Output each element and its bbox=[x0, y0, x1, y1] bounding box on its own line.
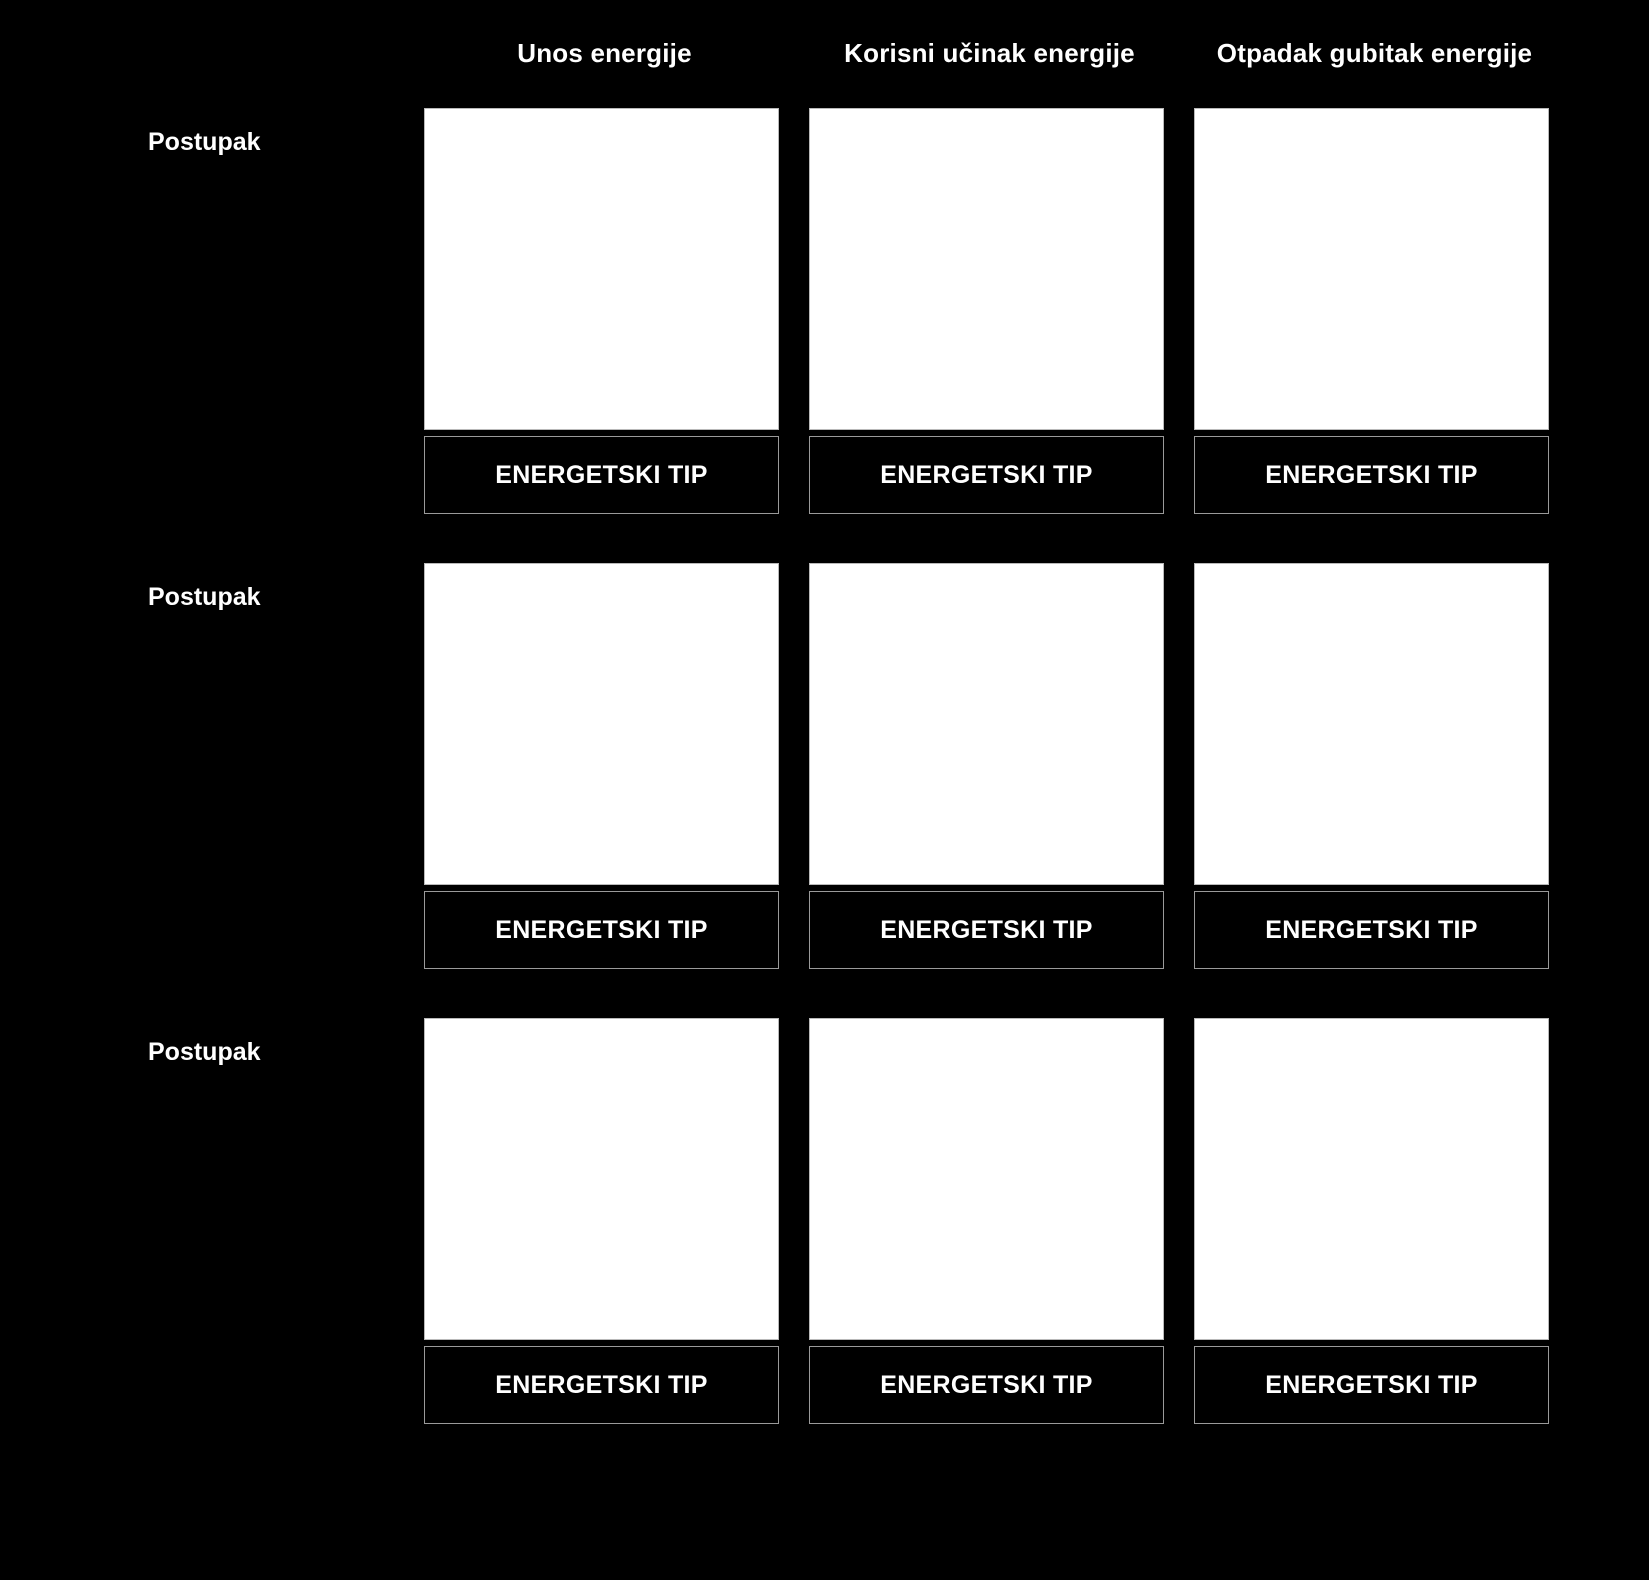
grid-row-3 bbox=[0, 1018, 1649, 1424]
column-header-energy-input: Unos energije bbox=[517, 38, 692, 68]
row-3-cells bbox=[412, 1018, 1649, 1424]
cell-r1c1[interactable] bbox=[412, 108, 797, 514]
cell-caption-r3c1[interactable]: ENERGETSKI TIP bbox=[424, 1346, 779, 1424]
cell-caption-r3c3[interactable]: ENERGETSKI TIP bbox=[1194, 1346, 1549, 1424]
cell-caption-r1c3[interactable]: ENERGETSKI TIP bbox=[1194, 436, 1549, 514]
cell-r2c3[interactable] bbox=[1182, 563, 1567, 969]
cell-caption-r2c1[interactable]: ENERGETSKI TIP bbox=[424, 891, 779, 969]
cell-r3c2[interactable] bbox=[797, 1018, 1182, 1424]
column-header-useful-energy-output: Korisni učinak energije bbox=[844, 38, 1135, 68]
row-label-1: Postupak bbox=[148, 128, 261, 156]
row-1-cells bbox=[412, 108, 1649, 514]
cell-canvas-r1c1[interactable] bbox=[424, 108, 779, 430]
cell-r1c3[interactable] bbox=[1182, 108, 1567, 514]
cell-canvas-r3c3[interactable] bbox=[1194, 1018, 1549, 1340]
grid-row-2 bbox=[0, 563, 1649, 969]
cell-r1c2[interactable] bbox=[797, 108, 1182, 514]
cell-canvas-r3c2[interactable] bbox=[809, 1018, 1164, 1340]
grid-row-1 bbox=[0, 108, 1649, 514]
cell-r2c1[interactable] bbox=[412, 563, 797, 969]
cell-canvas-r2c2[interactable] bbox=[809, 563, 1164, 885]
cell-canvas-r1c2[interactable] bbox=[809, 108, 1164, 430]
cell-canvas-r1c3[interactable] bbox=[1194, 108, 1549, 430]
row-label-2: Postupak bbox=[148, 583, 261, 611]
cell-canvas-r3c1[interactable] bbox=[424, 1018, 779, 1340]
cell-caption-r3c2[interactable]: ENERGETSKI TIP bbox=[809, 1346, 1164, 1424]
cell-canvas-r2c3[interactable] bbox=[1194, 563, 1549, 885]
cell-caption-r1c1[interactable]: ENERGETSKI TIP bbox=[424, 436, 779, 514]
cell-caption-r1c2[interactable]: ENERGETSKI TIP bbox=[809, 436, 1164, 514]
row-2-cells bbox=[412, 563, 1649, 969]
cell-r3c3[interactable] bbox=[1182, 1018, 1567, 1424]
header-spacer bbox=[0, 38, 412, 82]
column-header-row bbox=[0, 38, 1649, 82]
cell-caption-r2c3[interactable]: ENERGETSKI TIP bbox=[1194, 891, 1549, 969]
column-header-waste-energy-loss: Otpadak gubitak energije bbox=[1216, 38, 1533, 68]
cell-r2c2[interactable] bbox=[797, 563, 1182, 969]
cell-caption-r2c2[interactable]: ENERGETSKI TIP bbox=[809, 891, 1164, 969]
row-label-3: Postupak bbox=[148, 1038, 261, 1066]
cell-r3c1[interactable] bbox=[412, 1018, 797, 1424]
cell-canvas-r2c1[interactable] bbox=[424, 563, 779, 885]
